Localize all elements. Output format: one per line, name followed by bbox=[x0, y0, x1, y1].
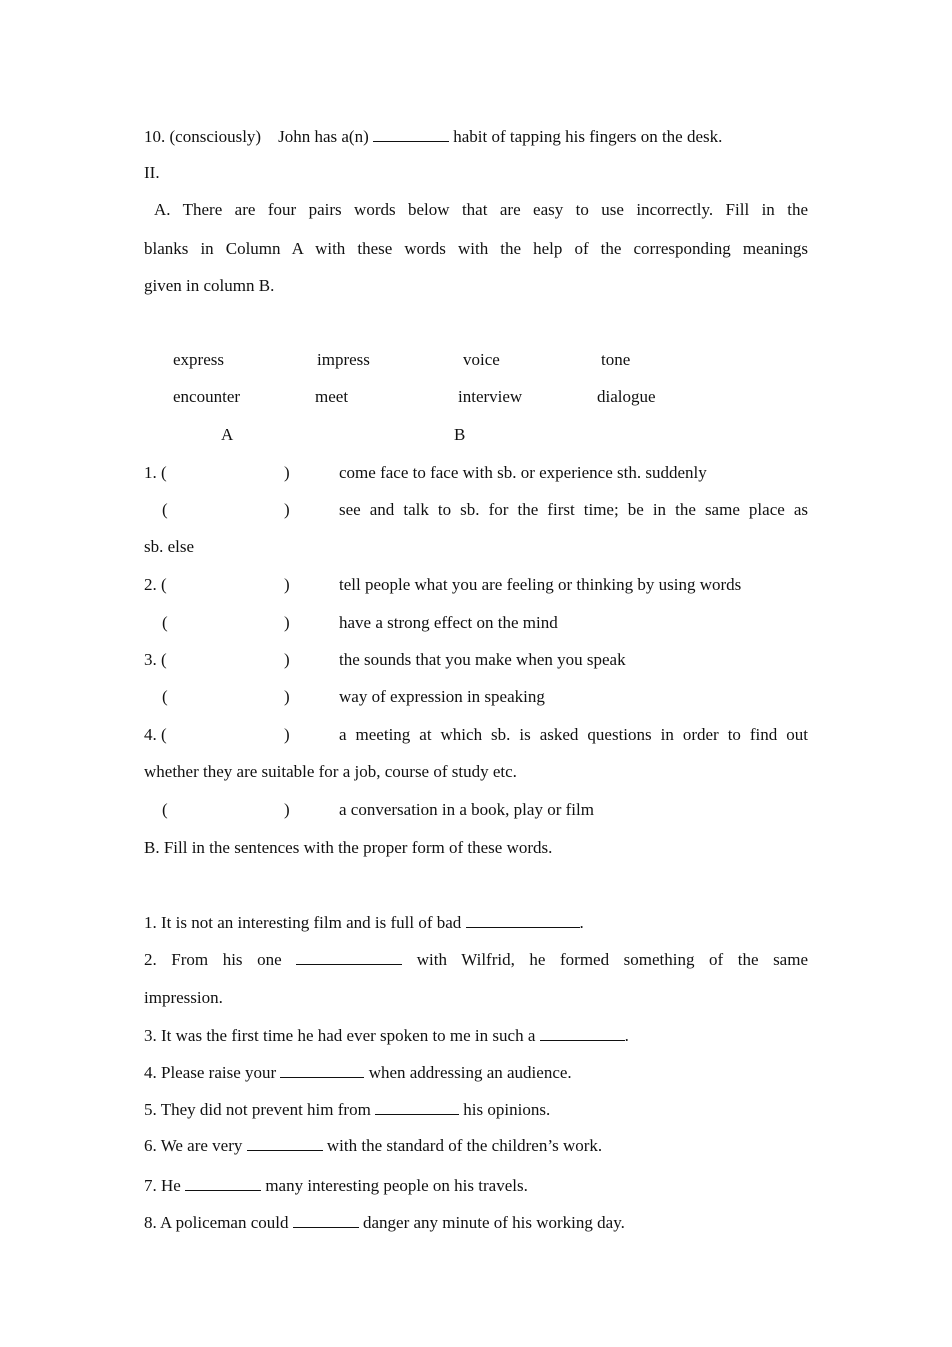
item-4a-continuation: whether they are suitable for a job, course of study etc. bbox=[144, 762, 517, 781]
word-dialogue: dialogue bbox=[597, 387, 656, 406]
word-interview: interview bbox=[458, 387, 523, 406]
item-2b-close: ) bbox=[284, 613, 290, 632]
item-2a-close: ) bbox=[284, 575, 290, 594]
item-1a-definition: come face to face with sb. or experience sth. suddenly bbox=[339, 463, 707, 482]
part-a-instruction-line-2: blanks in Column A with these words with the help of the corresponding meanings bbox=[144, 239, 808, 258]
item-1a-number: 1. ( bbox=[144, 463, 167, 482]
part-a-instruction-line-1: A. There are four pairs words below that are easy to use incorrectly. Fill in the bbox=[154, 200, 808, 219]
item-4b-open: ( bbox=[162, 800, 168, 819]
word-encounter: encounter bbox=[173, 387, 241, 406]
word-voice: voice bbox=[463, 350, 500, 369]
item-4a-close: ) bbox=[284, 725, 290, 744]
column-b-header: B bbox=[454, 425, 466, 444]
part-b-instruction: B. Fill in the sentences with the proper form of these words. bbox=[144, 838, 553, 857]
sentence-3-blank[interactable] bbox=[540, 1025, 625, 1041]
sentence-7: 7. He many interesting people on his travels. bbox=[144, 1176, 528, 1195]
q10-blank[interactable] bbox=[373, 126, 449, 142]
sentence-3: 3. It was the first time he had ever spoken to me in such a . bbox=[144, 1026, 629, 1045]
item-2b-definition: have a strong effect on the mind bbox=[339, 613, 558, 632]
item-4a-definition: a meeting at which sb. is asked questions in order to find out bbox=[339, 725, 808, 744]
item-1b-definition: see and talk to sb. for the first time; be in the same place as bbox=[339, 500, 808, 519]
item-3a-number: 3. ( bbox=[144, 650, 167, 669]
sentence-8: 8. A policeman could danger any minute of his working day. bbox=[144, 1213, 625, 1232]
sentence-7-blank[interactable] bbox=[185, 1175, 261, 1191]
item-1a-close: ) bbox=[284, 463, 290, 482]
sentence-6-blank[interactable] bbox=[247, 1135, 323, 1151]
word-meet: meet bbox=[315, 387, 349, 406]
item-4a-number: 4. ( bbox=[144, 725, 167, 744]
word-express: express bbox=[173, 350, 224, 369]
word-impress: impress bbox=[317, 350, 370, 369]
item-2a-number: 2. ( bbox=[144, 575, 167, 594]
section-ii-heading: II. bbox=[144, 163, 160, 182]
question-10 bbox=[144, 126, 722, 147]
item-4b-close: ) bbox=[284, 800, 290, 819]
sentence-5-blank[interactable] bbox=[375, 1099, 459, 1115]
sentence-1: 1. It is not an interesting film and is full of bad . bbox=[144, 913, 584, 932]
sentence-5: 5. They did not prevent him from his opinions. bbox=[144, 1100, 551, 1119]
sentence-2: 2. From his one with Wilfrid, he formed something of the same bbox=[144, 950, 808, 969]
sentence-4-blank[interactable] bbox=[280, 1062, 364, 1078]
item-4b-definition: a conversation in a book, play or film bbox=[339, 800, 594, 819]
item-2b-open: ( bbox=[162, 613, 168, 632]
item-1b-continuation: sb. else bbox=[144, 537, 195, 556]
column-a-header: A bbox=[221, 425, 234, 444]
q10-text-after: habit of tapping his fingers on the desk. bbox=[453, 127, 723, 146]
sentence-2-continuation: impression. bbox=[144, 988, 223, 1007]
part-a-instruction-line-3: given in column B. bbox=[144, 276, 275, 295]
item-2a-definition: tell people what you are feeling or thinking by using words bbox=[339, 575, 742, 594]
item-3b-close: ) bbox=[284, 687, 290, 706]
sentence-1-blank[interactable] bbox=[466, 912, 580, 928]
item-3b-definition: way of expression in speaking bbox=[339, 687, 545, 706]
sentence-8-blank[interactable] bbox=[293, 1212, 359, 1228]
item-3a-definition: the sounds that you make when you speak bbox=[339, 650, 626, 669]
q10-text-before: John has a(n) bbox=[278, 127, 369, 146]
item-3a-close: ) bbox=[284, 650, 290, 669]
item-1b-close: ) bbox=[284, 500, 290, 519]
word-tone: tone bbox=[601, 350, 631, 369]
q10-number: 10. (consciously) bbox=[144, 127, 262, 146]
item-1b-open: ( bbox=[162, 500, 168, 519]
item-3b-open: ( bbox=[162, 687, 168, 706]
sentence-6: 6. We are very with the standard of the children’s work. bbox=[144, 1136, 603, 1155]
sentence-2-blank[interactable] bbox=[296, 949, 402, 965]
sentence-4: 4. Please raise your when addressing an audience. bbox=[144, 1063, 572, 1082]
